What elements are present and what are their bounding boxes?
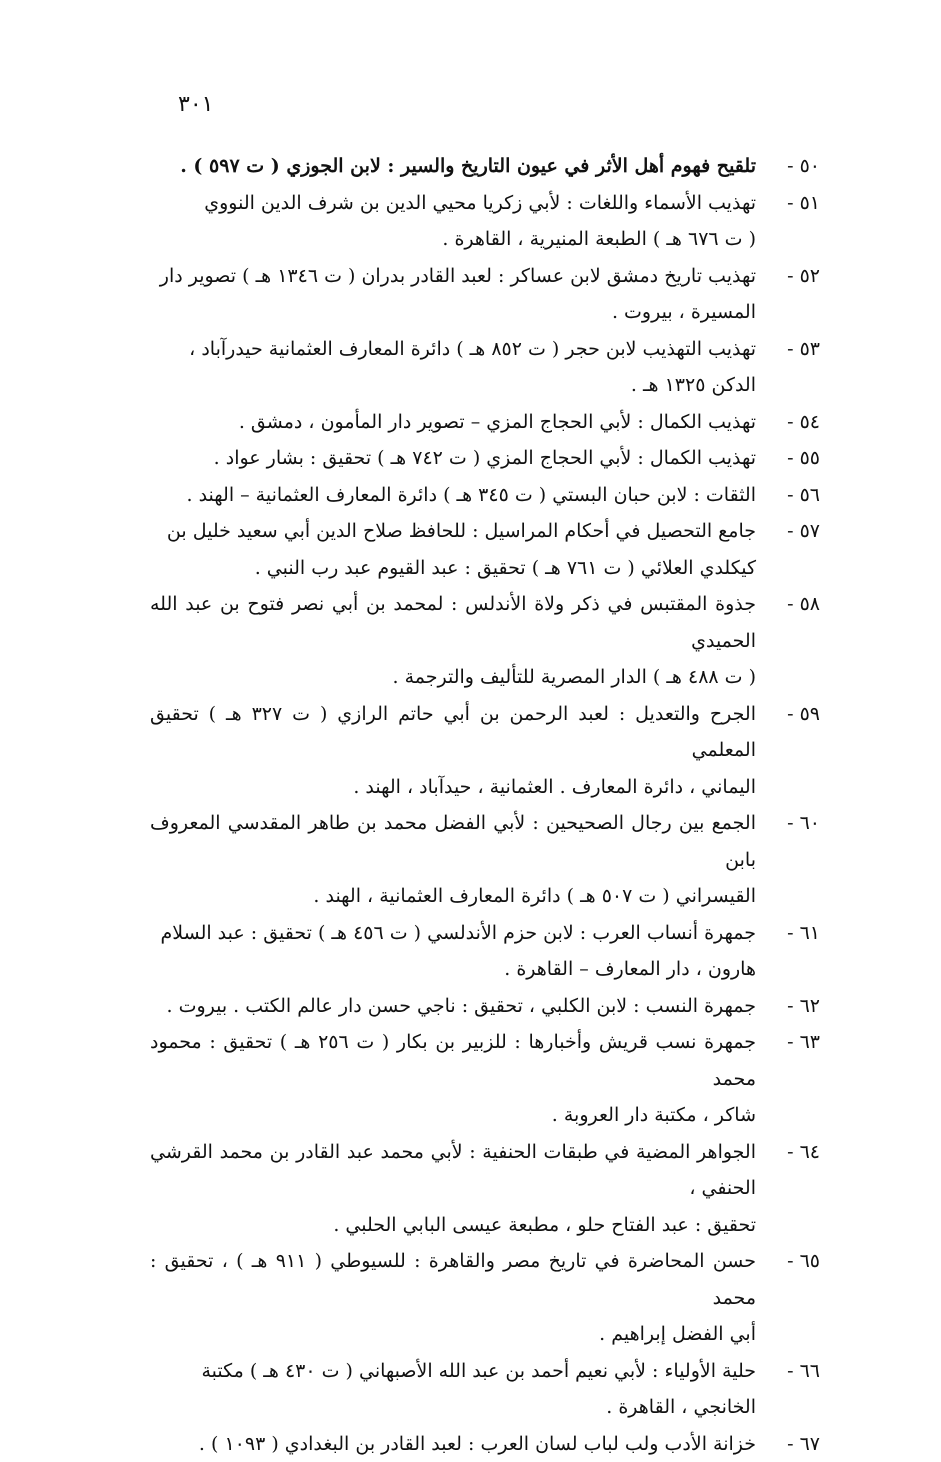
entry-line: أبي الفضل إبراهيم .	[150, 1316, 756, 1353]
entry-line: حلية الأولياء : لأبي نعيم أحمد بن عبد الله الأصبهاني ( ت ٤٣٠ هـ ) مكتبة	[150, 1353, 756, 1390]
entry-line: تهذيب تاريخ دمشق لابن عساكر : لعبد القادر بدران ( ت ١٣٤٦ هـ ) تصوير دار	[150, 258, 756, 295]
entry-number: ٦٧ -	[756, 1426, 820, 1462]
entry-line: كيكلدي العلائي ( ت ٧٦١ هـ ) تحقيق : عبد القيوم عبد رب النبي .	[150, 550, 756, 587]
entry-line: تحقيق : عبد الفتاح حلو ، مطبعة عيسى البابي الحلبي .	[150, 1207, 756, 1244]
entry-line: جمهرة أنساب العرب : لابن حزم الأندلسي ( ت ٤٥٦ هـ ) تحقيق : عبد السلام	[150, 915, 756, 952]
entry-number: ٥١ -	[756, 185, 820, 222]
entry-58	[150, 586, 820, 696]
entry-number: ٦١ -	[756, 915, 820, 952]
bibliography-list	[150, 148, 820, 1462]
entry-number: ٥٢ -	[756, 258, 820, 295]
entry-number: ٦٠ -	[756, 805, 820, 842]
entry-line: المسيرة ، بيروت .	[150, 294, 756, 331]
entry-line: اليماني ، دائرة المعارف . العثمانية ، حيدآباد ، الهند .	[150, 769, 756, 806]
entry-64	[150, 1134, 820, 1244]
entry-60	[150, 805, 820, 915]
entry-line: الثقات : لابن حبان البستي ( ت ٣٤٥ هـ ) دائرة المعارف العثمانية – الهند .	[150, 477, 756, 514]
entry-59	[150, 696, 820, 806]
entry-number: ٥٨ -	[756, 586, 820, 623]
entry-line: شاكر ، مكتبة دار العروبة .	[150, 1097, 756, 1134]
entry-62	[150, 988, 820, 1025]
entry-line: ( ت ٦٧٦ هـ ) الطبعة المنيرية ، القاهرة .	[150, 221, 756, 258]
entry-number: ٦٥ -	[756, 1243, 820, 1280]
entry-56	[150, 477, 820, 514]
entry-63	[150, 1024, 820, 1134]
entry-number: ٥٩ -	[756, 696, 820, 733]
entry-line: القيسراني ( ت ٥٠٧ هـ ) دائرة المعارف العثمانية ، الهند .	[150, 878, 756, 915]
entry-line: جذوة المقتبس في ذكر ولاة الأندلس : لمحمد بن أبي نصر فتوح بن عبد الله الحميدي	[150, 586, 756, 659]
entry-52	[150, 258, 820, 331]
entry-line: هارون ، دار المعارف – القاهرة .	[150, 951, 756, 988]
entry-number: ٦٢ -	[756, 988, 820, 1025]
entry-line: الجرح والتعديل : لعبد الرحمن بن أبي حاتم الرازي ( ت ٣٢٧ هـ ) تحقيق المعلمي	[150, 696, 756, 769]
entry-line: تهذيب الكمال : لأبي الحجاج المزي ( ت ٧٤٢ هـ ) تحقيق : بشار عواد .	[150, 440, 756, 477]
page-number: ٣٠١	[178, 92, 213, 117]
entry-53	[150, 331, 820, 404]
entry-number: ٥٧ -	[756, 513, 820, 550]
entry-number: ٥٣ -	[756, 331, 820, 368]
entry-line: تلقيح فهوم أهل الأثر في عيون التاريخ والسير : لابن الجوزي ( ت ٥٩٧ ) .	[150, 148, 756, 185]
entry-number: ٥٠ -	[756, 148, 820, 185]
entry-line: ( ت ٤٨٨ هـ ) الدار المصرية للتأليف والترجمة .	[150, 659, 756, 696]
entry-61	[150, 915, 820, 988]
entry-line: الدكن ١٣٢٥ هـ .	[150, 367, 756, 404]
entry-50	[150, 148, 820, 185]
entry-51	[150, 185, 820, 258]
entry-line: تهذيب التهذيب لابن حجر ( ت ٨٥٢ هـ ) دائرة المعارف العثمانية حيدرآباد ،	[150, 331, 756, 368]
entry-number: ٥٤ -	[756, 404, 820, 441]
entry-line: خزانة الأدب ولب لباب لسان العرب : لعبد القادر بن البغدادي ( ١٠٩٣ ) .	[150, 1426, 756, 1462]
entry-66	[150, 1353, 820, 1426]
entry-line: تهذيب الأسماء واللغات : لأبي زكريا محيي الدين بن شرف الدين النووي	[150, 185, 756, 222]
entry-number: ٦٣ -	[756, 1024, 820, 1061]
entry-line: حسن المحاضرة في تاريخ مصر والقاهرة : للسيوطي ( ٩١١ هـ ) ، تحقيق : محمد	[150, 1243, 756, 1316]
entry-number: ٥٦ -	[756, 477, 820, 514]
entry-number: ٥٥ -	[756, 440, 820, 477]
entry-line: الجواهر المضية في طبقات الحنفية : لأبي محمد عبد القادر بن محمد القرشي الحنفي ،	[150, 1134, 756, 1207]
entry-number: ٦٦ -	[756, 1353, 820, 1390]
entry-54	[150, 404, 820, 441]
entry-line: الجمع بين رجال الصحيحين : لأبي الفضل محمد بن طاهر المقدسي المعروف بابن	[150, 805, 756, 878]
entry-65	[150, 1243, 820, 1353]
entry-55	[150, 440, 820, 477]
entry-line: جمهرة النسب : لابن الكلبي ، تحقيق : ناجي حسن دار عالم الكتب . بيروت .	[150, 988, 756, 1025]
entry-57	[150, 513, 820, 586]
entry-line: جمهرة نسب قريش وأخبارها : للزبير بن بكار ( ت ٢٥٦ هـ ) تحقيق : محمود محمد	[150, 1024, 756, 1097]
entry-line: الخانجي ، القاهرة .	[150, 1389, 756, 1426]
entry-67	[150, 1426, 820, 1462]
entry-line: جامع التحصيل في أحكام المراسيل : للحافظ صلاح الدين أبي سعيد خليل بن	[150, 513, 756, 550]
entry-number: ٦٤ -	[756, 1134, 820, 1171]
entry-line: تهذيب الكمال : لأبي الحجاج المزي – تصوير دار المأمون ، دمشق .	[150, 404, 756, 441]
